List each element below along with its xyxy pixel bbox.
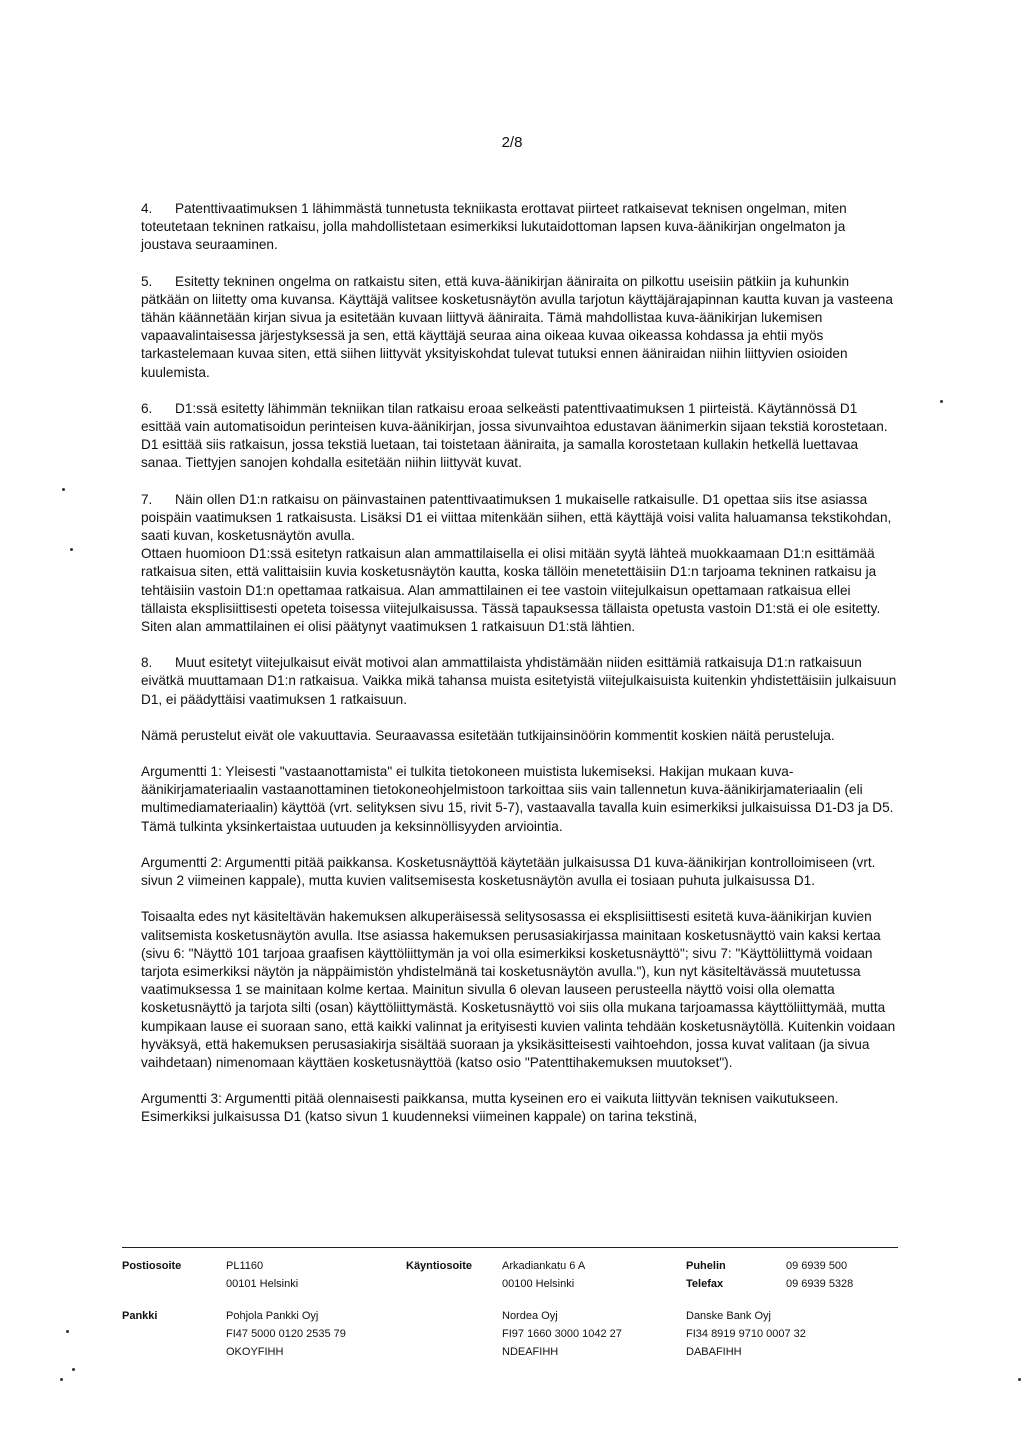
postal-box: PL1160 <box>226 1260 264 1272</box>
footer-bank-row <box>122 1308 898 1360</box>
bank-2-bic: NDEAFIHH <box>502 1346 559 1358</box>
numbered-paragraph-5 <box>141 273 897 382</box>
numbered-paragraph-7 <box>141 491 897 546</box>
scan-speck <box>72 1368 75 1371</box>
bank-label: Pankki <box>122 1310 158 1322</box>
argument-1: Argumentti 1: Yleisesti "vastaanottamista" ei tulkita tietokoneen muistista lukemiseksi. Hakijan mukaan kuva-äänikirjamateriaalin vastaanottaminen tietokoneohjelmistoon tarkoittaa siis vain tallennetun kuva-äänikirjamateriaalin (eli multimediamateriaalin) käyttöä (vrt. selityksen sivu 15, rivit 5-7), vastaavalla tavalla kuin esimerkiksi julkaisuissa D1-D3 ja D5. Tämä tulkinta yksinkertaistaa uutuuden ja keksinnöllisyyden arviointia. <box>141 764 894 834</box>
paragraph-text: Esitetty tekninen ongelma on ratkaistu siten, että kuva-äänikirjan ääniraita on pilkottu useisiin pätkiin ja kuhunkin pätkään on liitetty oma kuvansa. Käyttäjä valitsee kosketusnäytön avulla tarjotun käyttäjärajapinnan kautta kuvan ja vasteena tähän käännetään kirjan sivua ja esitetään kuvaan liittyvä ääniraita. Tämä mahdollistaa kuva-äänikirjan lukemisen vapaavalintaisessa järjestyksessä ja sen, että käyttäjä seuraa aina oikeaa kuvaa oikeassa kohdassa ja ehtii myös tarkastelemaan kuvaa siten, että siihen liittyvät yksityiskohdat tulevat tutuksi ennen ääniraidan niihin liittyvien osioiden kuulemista. <box>141 273 893 380</box>
conclusion-statement: Nämä perustelut eivät ole vakuuttavia. Seuraavassa esitetään tutkijainsinöörin kommentit koskien näitä perusteluja. <box>141 727 835 743</box>
paragraph-text: Muut esitetyt viitejulkaisut eivät motivoi alan ammattilaista yhdistämään niiden esittämiä ratkaisuja D1:n ratkaisuun eivätkä muuttamaan D1:n ratkaisua. Vaikka mikä tahansa muista esitetyistä viitejulkaisuista kuitenkin yhdistettäisiin julkaisuun D1, ei päädyttäisi vaatimuksen 1 ratkaisuun. <box>141 655 897 707</box>
paragraph-number: 6. <box>141 400 153 416</box>
visiting-city: 00100 Helsinki <box>502 1278 575 1290</box>
scan-speck <box>70 548 73 551</box>
bank-1-iban: FI47 5000 0120 2535 79 <box>226 1328 346 1340</box>
document-body <box>141 200 897 1145</box>
scan-speck <box>940 400 943 403</box>
bank-3-bic: DABAFIHH <box>686 1346 742 1358</box>
footer-divider <box>122 1247 898 1248</box>
page-number: 2/8 <box>501 134 523 151</box>
bank-1-bic: OKOYFIHH <box>226 1346 284 1358</box>
numbered-paragraph-6 <box>141 400 897 473</box>
paragraph-number: 7. <box>141 491 153 507</box>
footer-contact-row <box>122 1258 898 1292</box>
bank-3-name: Danske Bank Oyj <box>686 1310 771 1322</box>
paragraph-number: 4. <box>141 201 153 216</box>
postal-city: 00101 Helsinki <box>226 1278 299 1290</box>
phone-number: 09 6939 500 <box>786 1260 848 1272</box>
numbered-paragraph-4 <box>141 200 897 255</box>
argument-3: Argumentti 3: Argumentti pitää olennaisesti paikkansa, mutta kyseinen ero ei vaikuta liittyvän teknisen vaikutukseen. Esimerkiksi julkaisussa D1 (katso sivun 1 kuudenneksi viimeinen kappale) on tarina tekstinä, <box>141 1091 839 1125</box>
telefax-number: 09 6939 5328 <box>786 1278 854 1290</box>
bank-2-iban: FI97 1660 3000 1042 27 <box>502 1328 622 1340</box>
bank-1-name: Pohjola Pankki Oyj <box>226 1310 319 1322</box>
scan-speck <box>66 1330 69 1333</box>
scan-speck <box>1018 1378 1021 1381</box>
visiting-address-label: Käyntiosoite <box>406 1260 473 1272</box>
paragraph-number: 8. <box>141 655 153 671</box>
scan-speck <box>62 488 65 491</box>
paragraph-text: D1:ssä esitetty lähimmän tekniikan tilan ratkaisu eroaa selkeästi patenttivaatimuksen 1 piirteistä. Käytännössä D1 esittää vain automatisoidun perinteisen kuva-äänikirjan, jossa sivunvaihtoa edustavan äänimerkin sijaan tekstiä korostetaan. D1 esittää siis ratkaisun, jossa tekstiä luetaan, tai toistetaan ääniraita, ja samalla korostetaan kullakin hetkellä luettavaa sanaa. Tiettyjen sanojen kohdalla esitetään niihin liittyvät kuvat. <box>141 400 888 471</box>
letterhead-footer <box>122 1258 898 1376</box>
argument-2-continuation: Toisaalta edes nyt käsiteltävän hakemuksen alkuperäisessä selitysosassa ei eksplisiittisesti esitetä kuva-äänikirjan kuvien valitsemista kosketusnäytön avulla. Itse asiassa hakemuksen perusasiakirjassa mainitaan kosketusnäyttö vain kaksi kertaa (sivu 6: "Näyttö 101 tarjoaa graafisen käyttöliittymän ja voi olla esimerkiksi kosketusnäyttö"; sivu 7: "Käyttöliittymä voidaan tarjota esimerkiksi näytön ja näppäimistön yhdistelmänä tai kosketusnäytön avulla."), kun nyt käsiteltävässä muutetussa vaatimuksessa 1 se mainitaan kolme kertaa. Mainitun sivulla 6 olevan lauseen perusteella näyttö voisi olla olematta kosketusnäyttö ja tarjota silti (osan) käyttöliittymästä. Kosketusnäyttö voi siis olla mukana tarjoamassa käyttöliittymää, mutta kumpikaan lause ei suoraan sano, että kaikki valinnat ja erityisesti kuvien valinta tehdään kosketusnäytöllä. Kuitenkin voidaan hyväksyä, että hakemuksen perusasiakirja sisältää suoraan ja yksikäsitteisesti vaihtoehdon, jossa kuvat valitaan (ja sivua vaihdetaan) nimenomaan käyttäen kosketusnäyttöä (katso osio "Patenttihakemuksen muutokset"). <box>141 909 896 1070</box>
paragraph-7-continuation: Ottaen huomioon D1:ssä esitetyn ratkaisun alan ammattilaisella ei olisi mitään syytä lähteä muokkaamaan D1:n esittämää ratkaisua siten, että valittaisiin kuvia kosketusnäytön kautta, koska tällöin menetettäisiin D1:n tarjoama tekninen ratkaisu ja tehtäisiin vastoin D1:n opettamaa ratkaisua. Alan ammattilainen ei tee vastoin viitejulkaisun opettamaan ratkaisua ellei tällaista eksplisiittisesti opeteta toisessa viitejulkaisussa. Tässä tapauksessa tällaista opetusta vastoin D1:stä ei ole esitetty. Siten alan ammattilainen ei olisi päätynyt vaatimuksen 1 ratkaisuun D1:stä lähtien. <box>141 546 881 635</box>
telefax-label: Telefax <box>686 1278 724 1290</box>
scan-speck <box>60 1378 63 1381</box>
paragraph-text: Näin ollen D1:n ratkaisu on päinvastainen patenttivaatimuksen 1 mukaiselle ratkaisulle. D1 opettaa siis itse asiassa poispäin vaatimuksen 1 ratkaisusta. Lisäksi D1 ei viittaa mitenkään siihen, että käyttäjä voisi valita haluamansa tekstikohdan, saati kuvan, kosketusnäytön avulla. <box>141 491 892 544</box>
bank-3-iban: FI34 8919 9710 0007 32 <box>686 1328 806 1340</box>
phone-label: Puhelin <box>686 1260 726 1272</box>
paragraph-text: Patenttivaatimuksen 1 lähimmästä tunnetusta tekniikasta erottavat piirteet ratkaisevat teknisen ongelman, miten toteutetaan tekninen ratkaisu, jolla mahdollistetaan esimerkiksi lukutaidottoman lapsen kuva-äänikirjan ongelmaton ja joustava seuraaminen. <box>141 201 847 253</box>
numbered-paragraph-8 <box>141 654 897 709</box>
paragraph-number: 5. <box>141 273 153 289</box>
visiting-street: Arkadiankatu 6 A <box>502 1260 586 1272</box>
bank-2-name: Nordea Oyj <box>502 1310 558 1322</box>
argument-2: Argumentti 2: Argumentti pitää paikkansa. Kosketusnäyttöä käytetään julkaisussa D1 kuva-äänikirjan kontrolloimiseen (vrt. sivun 2 viimeinen kappale), mutta kuvien valitsemisesta kosketusnäytön avulla ei tosiaan puhuta julkaisussa D1. <box>141 854 876 889</box>
postal-address-label: Postiosoite <box>122 1260 182 1272</box>
